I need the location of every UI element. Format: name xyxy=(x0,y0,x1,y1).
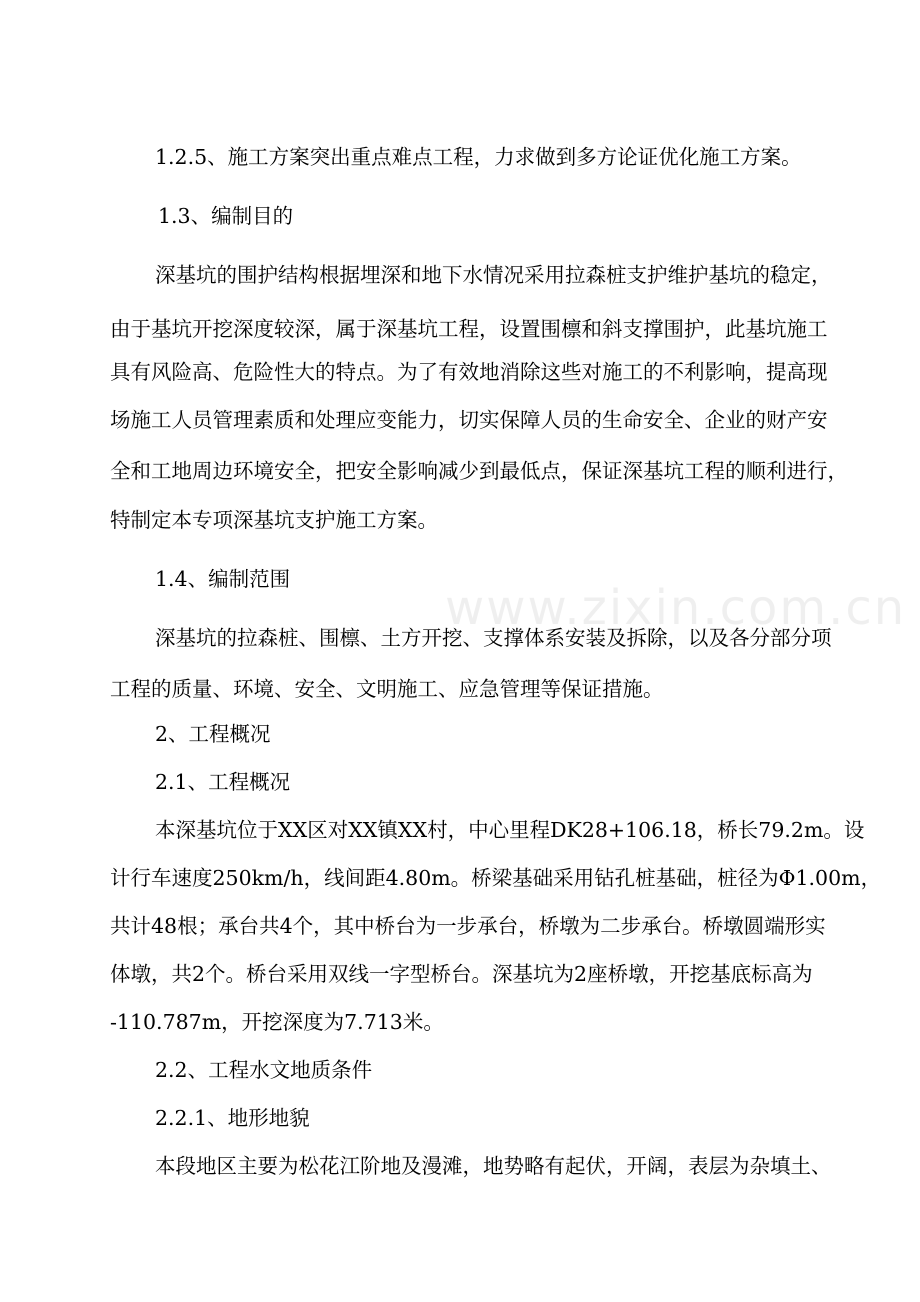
heading-2-2-1: 2.2.1、地形地貌 xyxy=(155,1106,310,1130)
paragraph-purpose-line-3: 具有风险高、危险性大的特点。为了有效地消除这些对施工的不利影响，提高现 xyxy=(110,360,828,384)
heading-1-3: 1.3、编制目的 xyxy=(158,204,294,228)
heading-1-4: 1.4、编制范围 xyxy=(155,567,291,591)
heading-2-2: 2.2、工程水文地质条件 xyxy=(155,1058,373,1082)
watermark: www.zixin.com.cn xyxy=(445,580,907,636)
paragraph-purpose-line-4: 场施工人员管理素质和处理应变能力，切实保障人员的生命安全、企业的财产安 xyxy=(110,408,828,432)
paragraph-scope-line-1: 深基坑的拉森桩、围檩、土方开挖、支撑体系安装及拆除，以及各分部分项 xyxy=(155,626,832,650)
paragraph-overview-line-5: -110.787m，开挖深度为7.713米。 xyxy=(110,1010,444,1034)
paragraph-overview-line-2: 计行车速度250km/h，线间距4.80m。桥梁基础采用钻孔桩基础，桩径为Φ1.00m， xyxy=(110,866,882,890)
paragraph-overview-line-3: 共计48根；承台共4个，其中桥台为一步承台，桥墩为二步承台。桥墩圆端形实 xyxy=(110,914,826,938)
heading-2: 2、工程概况 xyxy=(155,722,271,746)
paragraph-terrain-line-1: 本段地区主要为松花江阶地及漫滩，地势略有起伏，开阔，表层为杂填土、 xyxy=(155,1154,832,1178)
paragraph-purpose-line-2: 由于基坑开挖深度较深，属于深基坑工程，设置围檩和斜支撑围护，此基坑施工 xyxy=(110,317,828,341)
paragraph-overview-line-1: 本深基坑位于XX区对XX镇XX村，中心里程DK28+106.18，桥长79.2m。设 xyxy=(155,818,865,842)
section-1-2-5-line: 1.2.5、施工方案突出重点难点工程，力求做到多方论证优化施工方案。 xyxy=(155,145,802,169)
heading-2-1: 2.1、工程概况 xyxy=(155,770,291,794)
paragraph-purpose-line-6: 特制定本专项深基坑支护施工方案。 xyxy=(110,508,438,532)
paragraph-scope-line-2: 工程的质量、环境、安全、文明施工、应急管理等保证措施。 xyxy=(110,677,664,701)
paragraph-purpose-line-1: 深基坑的围护结构根据埋深和地下水情况采用拉森桩支护维护基坑的稳定， xyxy=(155,263,832,287)
paragraph-purpose-line-5: 全和工地周边环境安全，把安全影响减少到最低点，保证深基坑工程的顺利进行， xyxy=(110,459,848,483)
paragraph-overview-line-4: 体墩，共2个。桥台采用双线一字型桥台。深基坑为2座桥墩，开挖基底标高为 xyxy=(110,962,813,986)
